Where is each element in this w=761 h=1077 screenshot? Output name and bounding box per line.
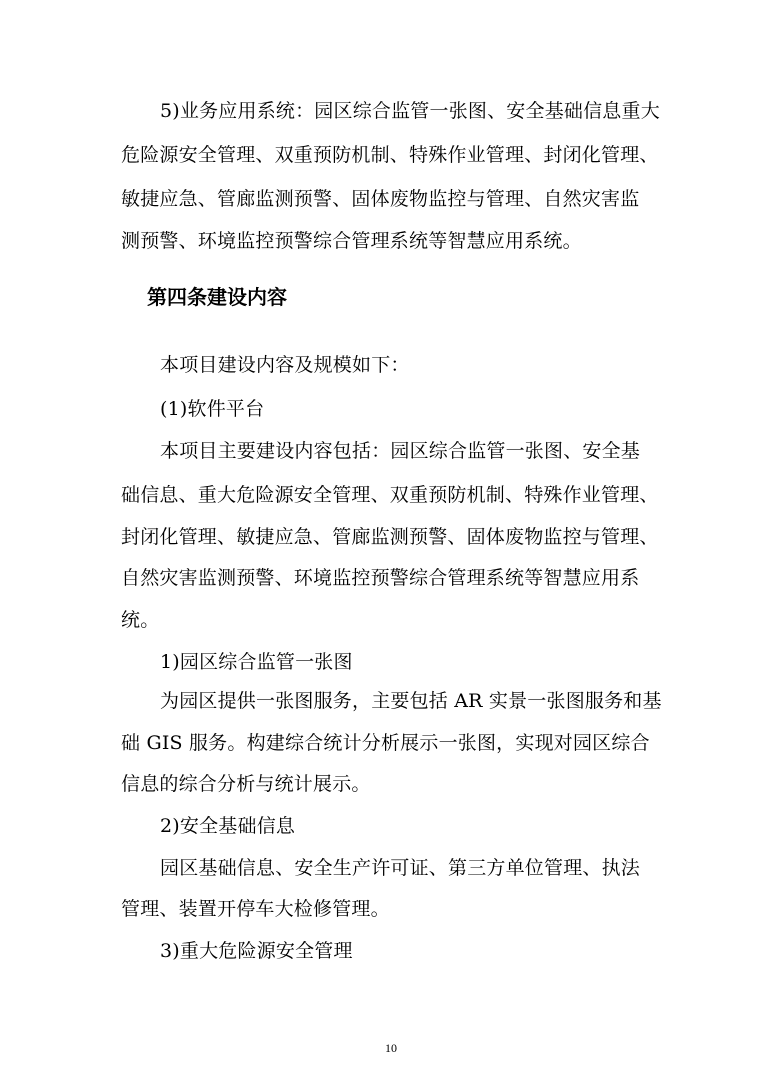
section-heading: 第四条建设内容 bbox=[147, 285, 287, 309]
paragraph-line: 管理、装置开停车大检修管理。 bbox=[121, 898, 390, 920]
subsection-heading: 2)安全基础信息 bbox=[160, 815, 296, 837]
subsection-heading: 1)园区综合监管一张图 bbox=[160, 651, 353, 673]
paragraph-line: 自然灾害监测预警、环境监控预警综合管理系统等智慧应用系 bbox=[121, 567, 640, 589]
paragraph-line: 础 GIS 服务。构建综合统计分析展示一张图，实现对园区综合 bbox=[121, 732, 650, 754]
subsection-heading: 3)重大危险源安全管理 bbox=[160, 940, 353, 962]
paragraph-line: 信息的综合分析与统计展示。 bbox=[121, 773, 371, 795]
page-number: 10 bbox=[385, 1041, 397, 1055]
paragraph-line: 5)业务应用系统：园区综合监管一张图、安全基础信息重大 bbox=[160, 100, 660, 122]
paragraph-line: 统。 bbox=[121, 609, 160, 631]
subsection-heading: (1)软件平台 bbox=[160, 398, 265, 420]
paragraph-line: 本项目主要建设内容包括：园区综合监管一张图、安全基 bbox=[160, 440, 641, 462]
paragraph-line: 敏捷应急、管廊监测预警、固体废物监控与管理、自然灾害监 bbox=[121, 188, 640, 210]
paragraph-line: 测预警、环境监控预警综合管理系统等智慧应用系统。 bbox=[121, 230, 582, 252]
paragraph-line: 为园区提供一张图服务，主要包括 AR 实景一张图服务和基 bbox=[160, 690, 662, 712]
paragraph-line: 本项目建设内容及规模如下： bbox=[160, 354, 410, 376]
paragraph-line: 础信息、重大危险源安全管理、双重预防机制、特殊作业管理、 bbox=[121, 484, 659, 506]
paragraph-line: 封闭化管理、敏捷应急、管廊监测预警、固体废物监控与管理、 bbox=[121, 526, 659, 548]
paragraph-line: 危险源安全管理、双重预防机制、特殊作业管理、封闭化管理、 bbox=[121, 144, 659, 166]
paragraph-line: 园区基础信息、安全生产许可证、第三方单位管理、执法 bbox=[160, 857, 641, 879]
